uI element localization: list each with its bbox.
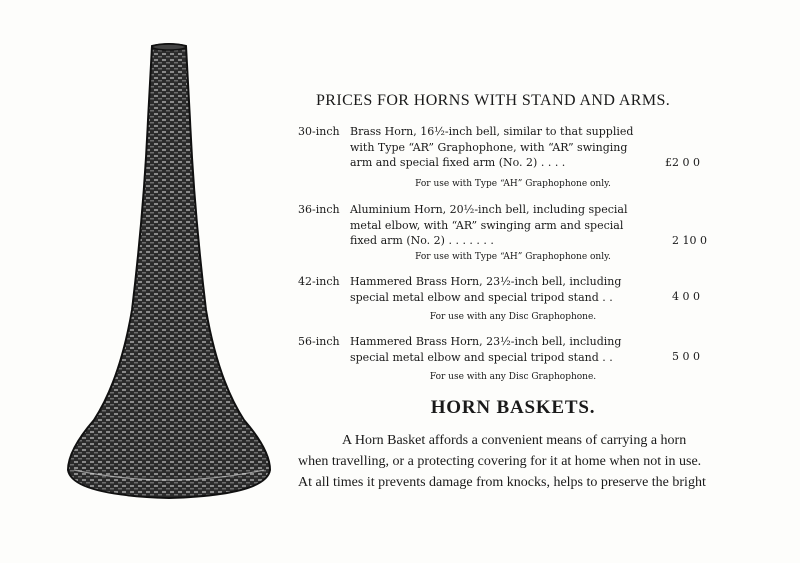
paragraph-line: when travelling, or a protecting covering for it at home when not in use. (298, 454, 702, 469)
page-title: PRICES FOR HORNS WITH STAND AND ARMS. (316, 92, 671, 109)
description-line: Hammered Brass Horn, 23½-inch bell, including (350, 335, 622, 348)
horn-description (350, 274, 650, 305)
horn-size: 42-inch (298, 275, 340, 288)
description-line: Brass Horn, 16½-inch bell, similar to that supplied (350, 125, 634, 138)
description-line: arm and special fixed arm (No. 2) . . . . (350, 156, 566, 169)
section-title: HORN BASKETS. (430, 397, 596, 418)
usage-note: For use with Type “AH” Graphophone only. (415, 179, 611, 189)
horn-size: 30-inch (298, 125, 340, 138)
horn-description (350, 124, 650, 171)
horn-description (350, 334, 650, 365)
usage-note: For use with any Disc Graphophone. (429, 312, 597, 322)
usage-note: For use with Type “AH” Graphophone only. (415, 252, 611, 262)
description-line: fixed arm (No. 2) . . . . . . . (350, 234, 494, 247)
description-line: special metal elbow and special tripod stand . . (350, 290, 613, 304)
horn-description (350, 202, 650, 249)
description-line: special metal elbow and special tripod stand . . (350, 350, 613, 364)
description-paragraph (298, 430, 723, 493)
usage-note: For use with any Disc Graphophone. (429, 372, 597, 382)
description-line: Hammered Brass Horn, 23½-inch bell, including (350, 275, 622, 288)
horn-size: 56-inch (298, 335, 340, 348)
horn-size: 36-inch (298, 203, 340, 216)
paragraph-line: A Horn Basket affords a convenient means of carrying a horn (342, 433, 687, 448)
wicker-horn-basket-icon (66, 40, 272, 504)
price-value: 2 10 0 (672, 234, 707, 247)
price-value: £2 0 0 (665, 156, 700, 169)
price-value: 4 0 0 (672, 290, 700, 303)
description-line: Aluminium Horn, 20½-inch bell, including special (350, 203, 628, 216)
description-line: with Type “AR” Graphophone, with “AR” swinging (350, 140, 628, 154)
paragraph-line: At all times it prevents damage from knocks, helps to preserve the bright (298, 475, 706, 490)
price-value: 5 0 0 (672, 350, 700, 363)
description-line: metal elbow, with “AR” swinging arm and special (350, 218, 624, 232)
